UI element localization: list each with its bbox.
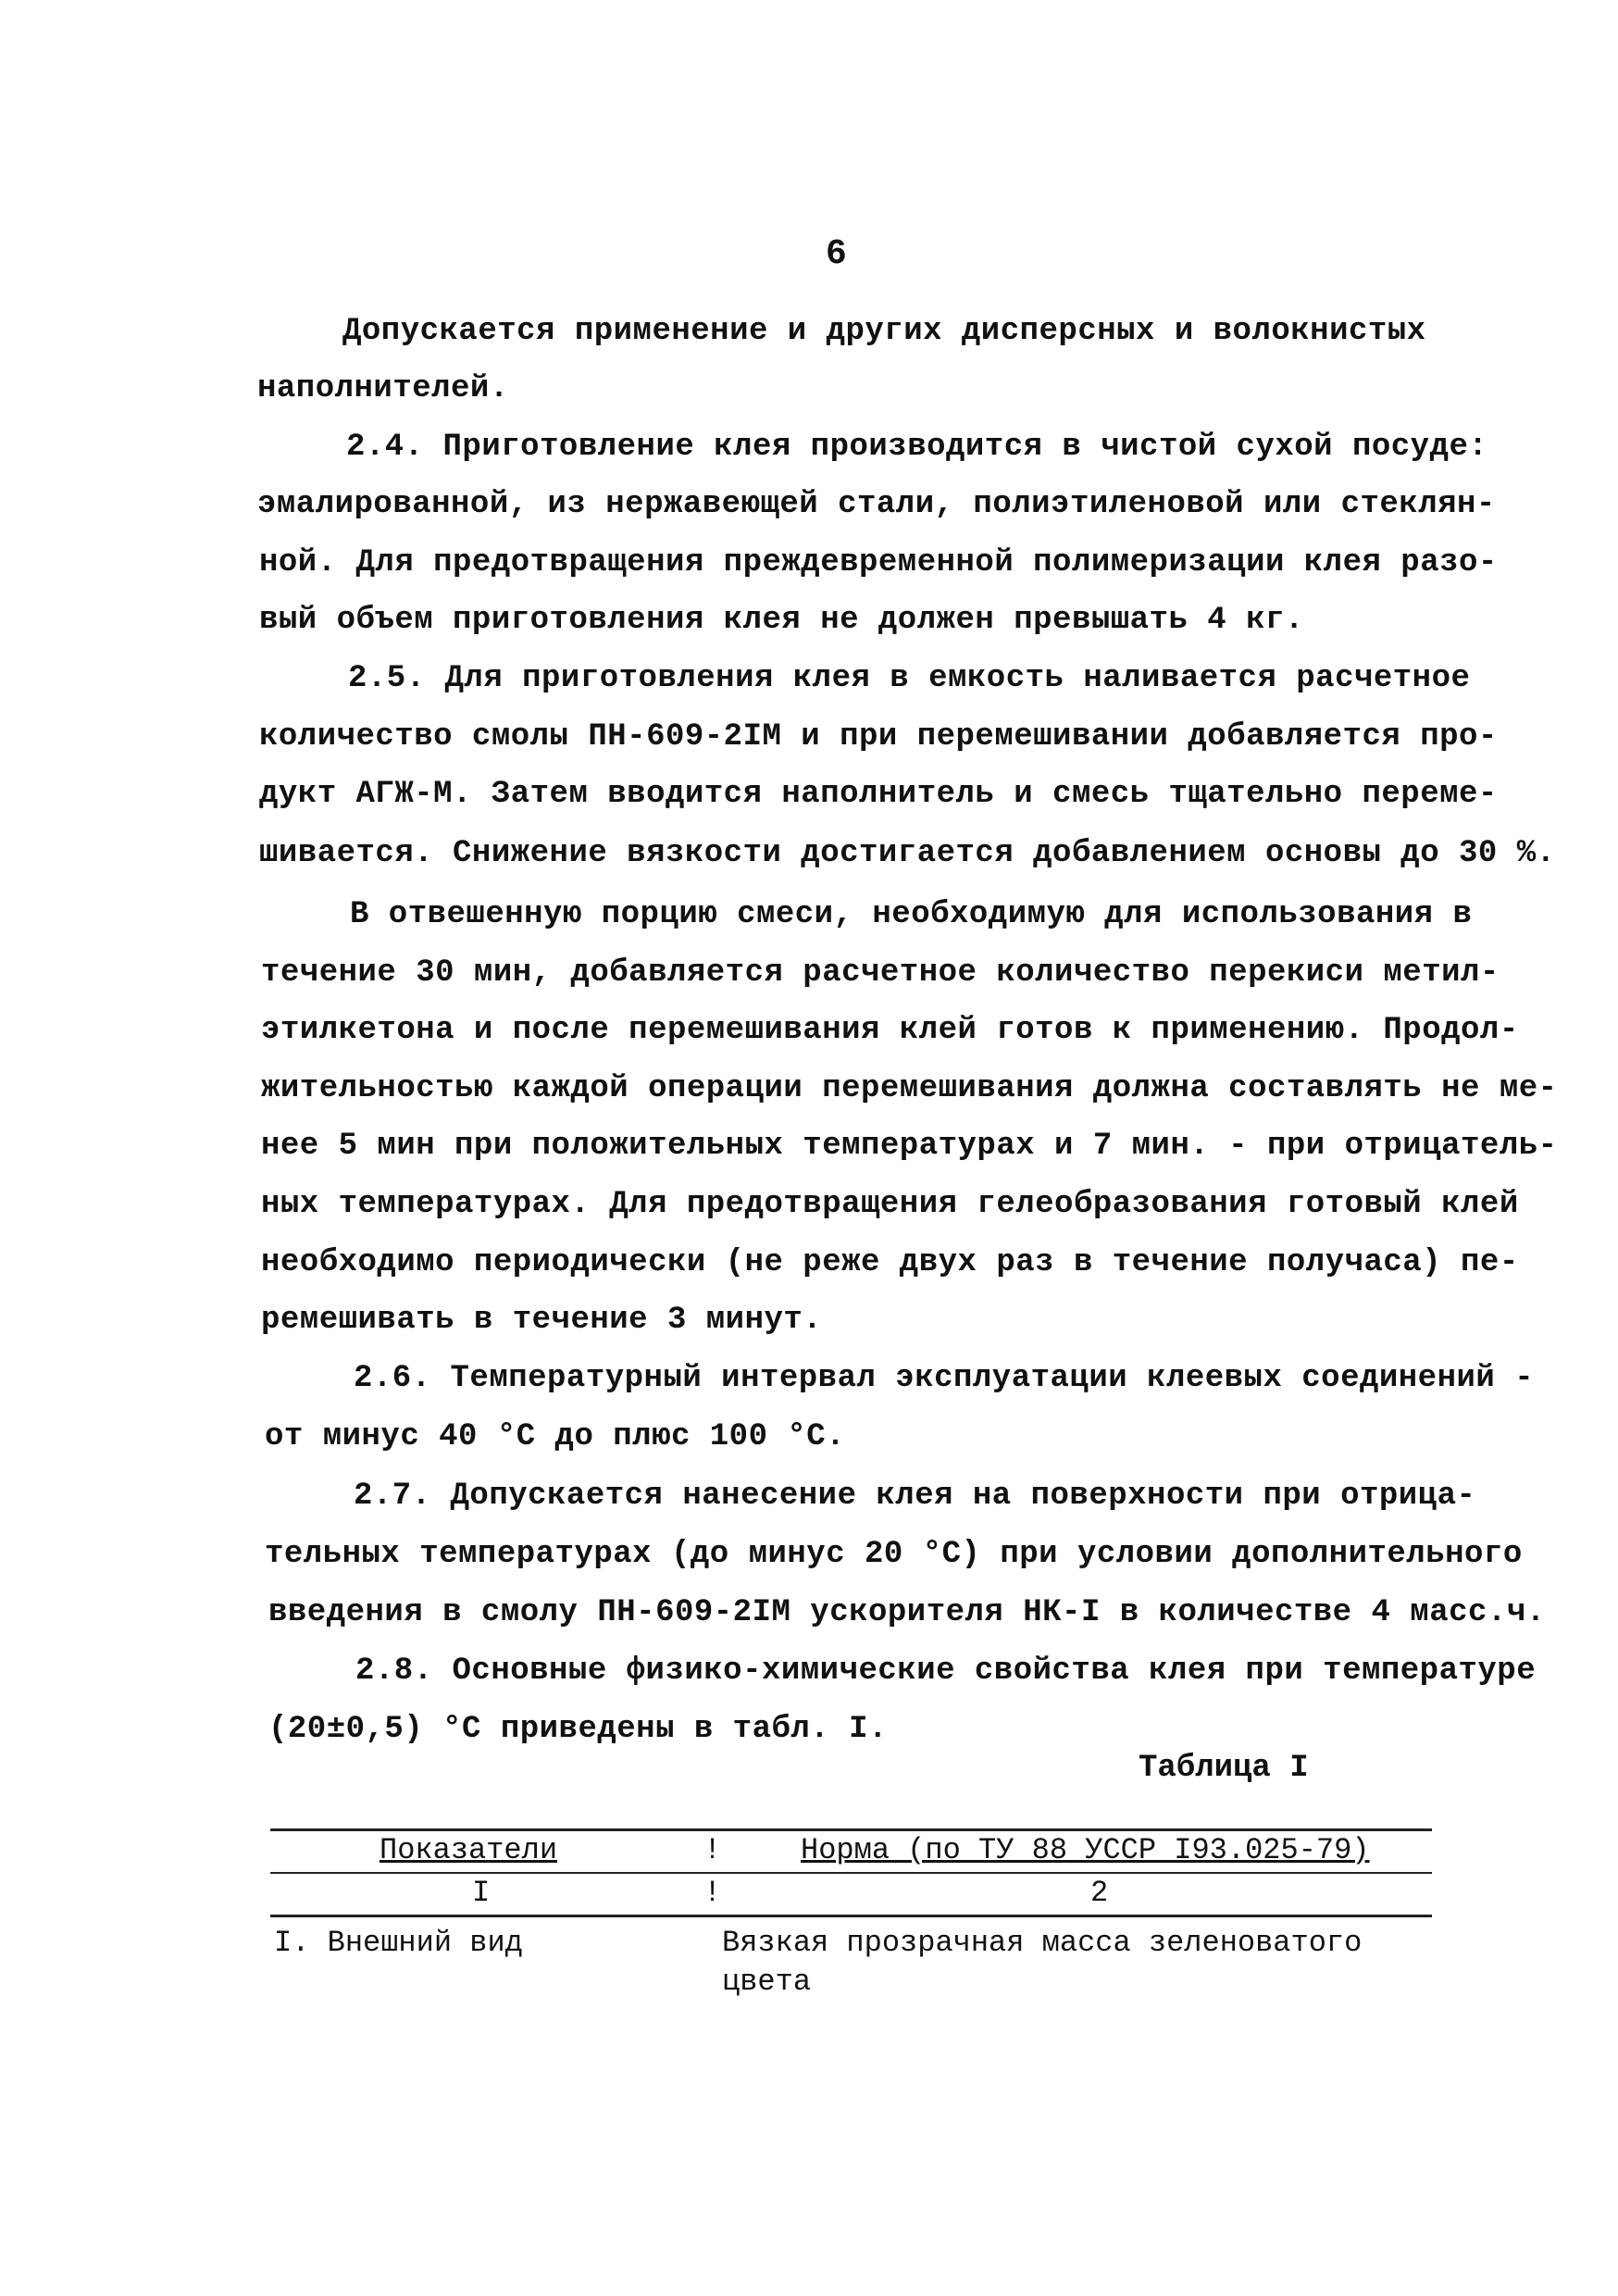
table-cell-indicator: I. Внешний вид [274,1926,523,1960]
text-line: 2.5. Для приготовления клея в емкость наливается расчетное [348,661,1471,696]
text-line: жительностью каждой операции перемешивания должна составлять не ме- [261,1071,1558,1106]
table-title: Таблица I [1139,1751,1309,1786]
text-line: от минус 40 °С до плюс 100 °С. [265,1419,846,1454]
table-cell-norm: цвета [722,1965,812,1999]
text-line: ной. Для предотвращения преждевременной полимеризации клея разо- [259,545,1498,580]
text-line: ремешивать в течение 3 минут. [261,1303,823,1338]
text-line: тельных температурах (до минус 20 °С) при условии дополнительного [265,1537,1523,1572]
table-header-rule [270,1872,1432,1874]
text-line: В отвешенную порцию смеси, необходимую для использования в [350,897,1473,932]
column-separator: ! [703,1833,722,1867]
page-number: 6 [826,234,847,274]
text-line: дукт АГЖ-М. Затем вводится наполнитель и смесь тщательно переме- [259,777,1498,812]
text-line: течение 30 мин, добавляется расчетное количество перекиси метил- [261,955,1500,991]
table-numbers-rule [270,1915,1432,1917]
text-line: наполнителей. [257,371,509,406]
text-line: введения в смолу ПН-609-2IМ ускорителя НК-I в количестве 4 масс.ч. [268,1595,1546,1630]
table-column-number: 2 [1090,1876,1109,1910]
text-line: 2.7. Допускается нанесение клея на поверхности при отрица- [354,1479,1476,1514]
text-line: ных температурах. Для предотвращения гелеобразования готовый клей [261,1187,1519,1222]
text-line: шивается. Снижение вязкости достигается добавлением основы до 30 %. [259,836,1556,871]
text-line: Допускается применение и других дисперсных и волокнистых [342,314,1426,349]
text-line: количество смолы ПН-609-2IМ и при перемешивании добавляется про- [259,719,1498,755]
text-line: этилкетона и после перемешивания клей готов к применению. Продол- [261,1013,1519,1048]
table-top-rule [270,1828,1432,1831]
table-column-number: I [472,1876,491,1910]
text-line: необходимо периодически (не реже двух раз в течение получаса) пе- [261,1245,1519,1280]
text-line: 2.4. Приготовление клея производится в чистой сухой посуде: [346,430,1488,465]
text-line: 2.8. Основные физико-химические свойства клея при температуре [355,1653,1537,1689]
text-line: вый объем приготовления клея не должен превышать 4 кг. [259,603,1304,638]
text-line: эмалированной, из нержавеющей стали, полиэтиленовой или стеклян- [257,487,1496,522]
column-separator: ! [703,1876,722,1910]
table-header-norm: Норма (по ТУ 88 УССР I93.025-79) [801,1833,1370,1867]
text-line: нее 5 мин при положительных температурах и 7 мин. - при отрицатель- [261,1129,1558,1164]
table-cell-norm: Вязкая прозрачная масса зеленоватого [722,1926,1363,1960]
text-line: (20±0,5) °С приведены в табл. I. [268,1712,888,1747]
text-line: 2.6. Температурный интервал эксплуатации клеевых соединений - [354,1361,1535,1396]
table-header-indicator: Показатели [380,1833,558,1867]
